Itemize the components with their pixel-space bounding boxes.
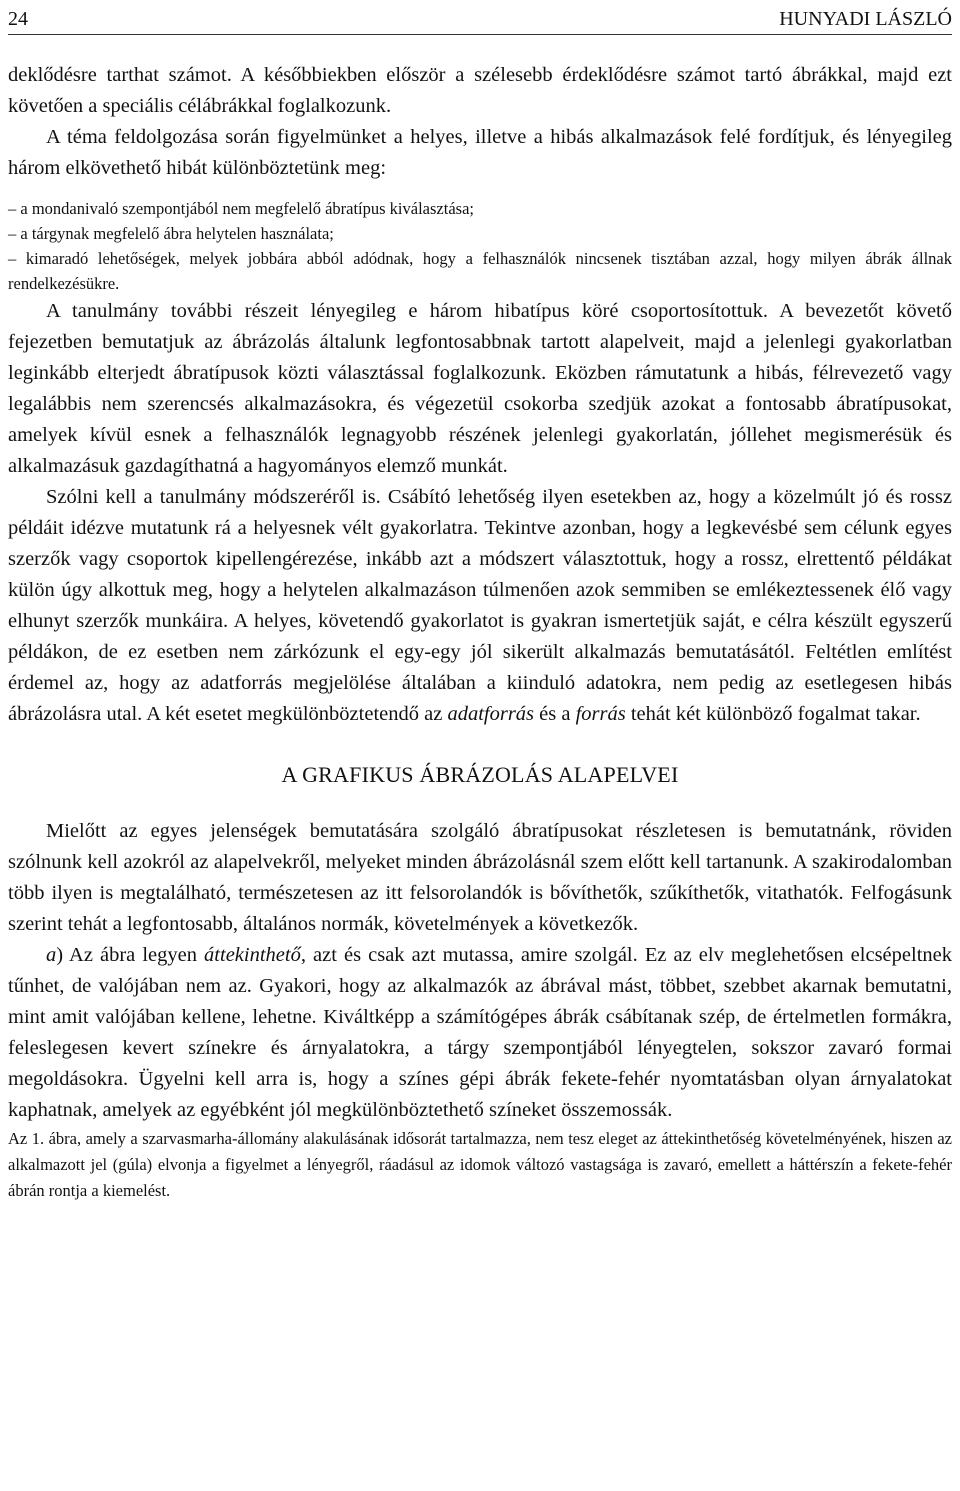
text-run: tehát két különböző fogalmat takar. xyxy=(625,703,921,725)
running-header xyxy=(8,4,952,35)
paragraph-structure: A tanulmány további részeit lényegileg e három hibatípus köré csoportosítottuk. A bevezetőt követő fejezetben bemutatjuk az ábrázolás általunk legfontosabbnak tartott alapelveit, majd a jelenlegi gyakorlatban leginkább elterjedt ábratípusok közti választással foglalkozunk. Eközben rámutatunk a hibás, félrevezető vagy legalábbis nem szerencsés alkalmazásokra, és végezetül csokorba szedjük azokat a fontosabb ábratípusokat, amelyek kívül esnek a felhasználók legnagyobb részének jelenlegi gyakorlatán, jóllehet megismerésük és alkalmazásuk gazdagíthatná a hagyományos elemző munkát. xyxy=(8,300,952,477)
section-title: A GRAFIKUS ÁBRÁZOLÁS ALAPELVEI xyxy=(281,762,679,787)
page-number: 24 xyxy=(8,8,28,30)
list-item: – a mondanivaló szempontjából nem megfelelő ábratípus kiválasztása; xyxy=(8,199,474,218)
item-label: a xyxy=(46,944,57,966)
paragraph-errors-intro: A téma feldolgozása során figyelmünket a helyes, illetve a hibás alkalmazások felé fordítjuk, és lényegileg három elkövethető hibát különböztetünk meg: xyxy=(8,126,952,179)
paragraph-continuation: deklődésre tarthat számot. A későbbiekben először a szélesebb érdeklődésre számot tartó ábrákkal, majd ezt követően a speciális célábrákkal foglalkozunk. xyxy=(8,64,952,117)
figure-note: Az 1. ábra, amely a szarvasmarha-állomány alakulásának idősorát tartalmazza, nem tesz eleget az áttekinthetőség követelményének, hiszen az alkalmazott jel (gúla) elvonja a figyelmet a lényegről, ráadásul az idomok változó vastagsága is zavaró, emellett a háttérszín a fekete-fehér ábrán rontja a kiemelést. xyxy=(8,1129,952,1200)
text-run: és a xyxy=(534,703,576,725)
text-run: Szólni kell a tanulmány módszeréről is. Csábító lehetőség ilyen esetekben az, hogy a közelmúlt jó és rossz példáit idézve mutatunk rá a helyesnek vélt gyakorlatra. Tekintve azonban, hogy a legkevésbé sem célunk egyes szerzők vagy csoportok kipellengérezése, inkább azt a módszert választottuk, hogy a rossz, elrettentő példákat külön úgy alkottuk meg, hogy a helytelen alkalmazáson túlmenően azok semmiben se emlékeztessenek élő vagy elhunyt szerzők munkáira. A helyes, követendő gyakorlatot is gyakran ismertetjük saját, e célra készült egyszerű példákon, de ez esetben nem zárkózunk el egy-egy jól sikerült alkalmazás bemutatásától. Feltétlen említést érdemel az, hogy az adatforrás megjelölése általában a kiinduló adatokra, nem pedig az esetlegesen hibás ábrázolásra utal. A két esetet megkülönböztetendő az xyxy=(8,486,952,725)
paragraph-method xyxy=(8,482,952,730)
term-adatforras: adatforrás xyxy=(447,703,535,725)
running-author: HUNYADI LÁSZLÓ xyxy=(779,8,952,30)
paragraph-principles: Mielőtt az egyes jelenségek bemutatására szolgáló ábratípusokat részletesen is bemutatnánk, röviden szólnunk kell azokról az alapelvekről, melyeket minden ábrázolásnál szem előtt kell tartanunk. A szakirodalomban több ilyen is megtalálható, természetesen az itt felsorolandók is bővíthetők, szűkíthetők, vitathatók. Felfogásunk szerint tehát a legfontosabb, általános normák, követelmények a következők. xyxy=(8,820,952,935)
errors-list xyxy=(8,196,952,296)
main-text xyxy=(8,60,952,1204)
term-forras: forrás xyxy=(575,703,626,725)
text-run: ) Az ábra legyen xyxy=(56,944,205,966)
text-run: , azt és csak azt mutassa, amire szolgál. Ez az elv meglehetősen elcsépeltnek tűnhet, de valójában nem az. Gyakori, hogy az alkalmazók az ábrával mást, többet, szebbet akarnak bemutatni, mint amit valójában kellene, lehetne. Kiváltképp a számítógépes ábrák csábítanak szép, de értelmetlen formákra, feleslegesen kevert színekre és árnyalatokra, a tárgy szempontjából lényegtelen, sokszor zavaró formai megoldásokra. Ügyelni kell arra is, hogy a színes gépi ábrák fekete-fehér nyomtatásban olyan árnyalatokat kaphatnak, amelyek az egyébként jól megkülönböztethető színeket összemossák. xyxy=(8,944,952,1121)
paragraph-principle-a xyxy=(8,940,952,1126)
term-attekintheto: áttekinthető xyxy=(204,944,301,966)
list-item: – kimaradó lehetőségek, melyek jobbára abból adódnak, hogy a felhasználók nincsenek tisztában azzal, hogy milyen ábrák állnak rendelkezésükre. xyxy=(8,249,952,293)
list-item: – a tárgynak megfelelő ábra helytelen használata; xyxy=(8,224,334,243)
